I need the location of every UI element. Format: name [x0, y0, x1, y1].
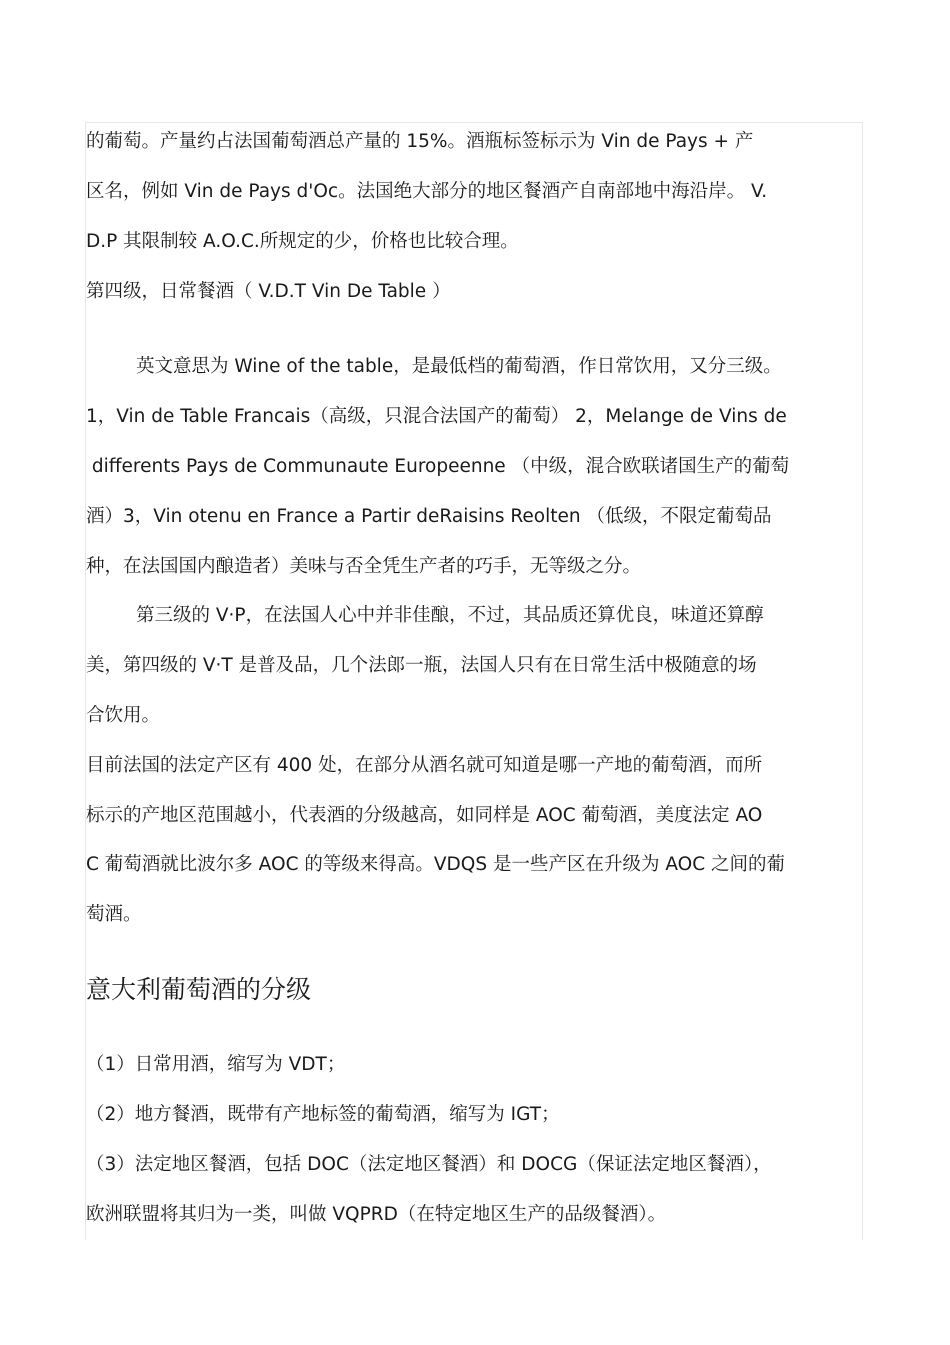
page-frame-top: [85, 122, 863, 123]
paragraph-line: differents Pays de Communaute Europeenne （中级，混合欧联诸国生产的葡萄: [86, 456, 790, 477]
list-item: 欧洲联盟将其归为一类，叫做 VQPRD（在特定地区生产的品级餐酒）。: [86, 1204, 667, 1225]
paragraph-line: 目前法国的法定产区有 400 处，在部分从酒名就可知道是哪一产地的葡萄酒，而所: [86, 755, 763, 776]
list-item: （3）法定地区餐酒，包括 DOC（法定地区餐酒）和 DOCG（保证法定地区餐酒），: [86, 1154, 772, 1175]
list-item: （2）地方餐酒，既带有产地标签的葡萄酒，缩写为 IGT；: [86, 1104, 560, 1125]
paragraph-line: 1，Vin de Table Francais（高级，只混合法国产的葡萄） 2，Melange de Vins de: [86, 406, 787, 427]
paragraph-line: 美，第四级的 V·T 是普及品，几个法郎一瓶，法国人只有在日常生活中极随意的场: [86, 655, 757, 676]
paragraph-line: 酒）3，Vin otenu en France a Partir deRaisins Reolten （低级，不限定葡萄品: [86, 506, 772, 527]
section-heading: 意大利葡萄酒的分级: [86, 975, 312, 1004]
page-frame-right: [862, 122, 863, 1240]
paragraph-line: 区名，例如 Vin de Pays d'Oc。法国绝大部分的地区餐酒产自南部地中海沿岸。 V.: [86, 181, 768, 202]
paragraph-line: 的葡萄。产量约占法国葡萄酒总产量的 15%。酒瓶标签标示为 Vin de Pays + 产: [86, 131, 754, 152]
paragraph-line: C 葡萄酒就比波尔多 AOC 的等级来得高。VDQS 是一些产区在升级为 AOC 之间的葡: [86, 854, 786, 875]
paragraph-line: 英文意思为 Wine of the table，是最低档的葡萄酒，作日常饮用，又分三级。: [136, 356, 782, 377]
paragraph-line: D.P 其限制较 A.O.C.所规定的少，价格也比较合理。: [86, 231, 519, 252]
paragraph-line: 第三级的 V·P，在法国人心中并非佳酿，不过，其品质还算优良，味道还算醇: [136, 605, 764, 626]
level-four-heading: 第四级，日常餐酒（ V.D.T Vin De Table ）: [86, 281, 451, 302]
paragraph-line: 合饮用。: [86, 705, 161, 726]
paragraph-line: 标示的产地区范围越小，代表酒的分级越高，如同样是 AOC 葡萄酒，美度法定 AO: [86, 805, 763, 826]
paragraph-line: 萄酒。: [86, 904, 142, 925]
paragraph-line: 种，在法国国内酿造者）美味与否全凭生产者的巧手，无等级之分。: [86, 556, 642, 577]
list-item: （1）日常用酒，缩写为 VDT；: [86, 1054, 346, 1075]
